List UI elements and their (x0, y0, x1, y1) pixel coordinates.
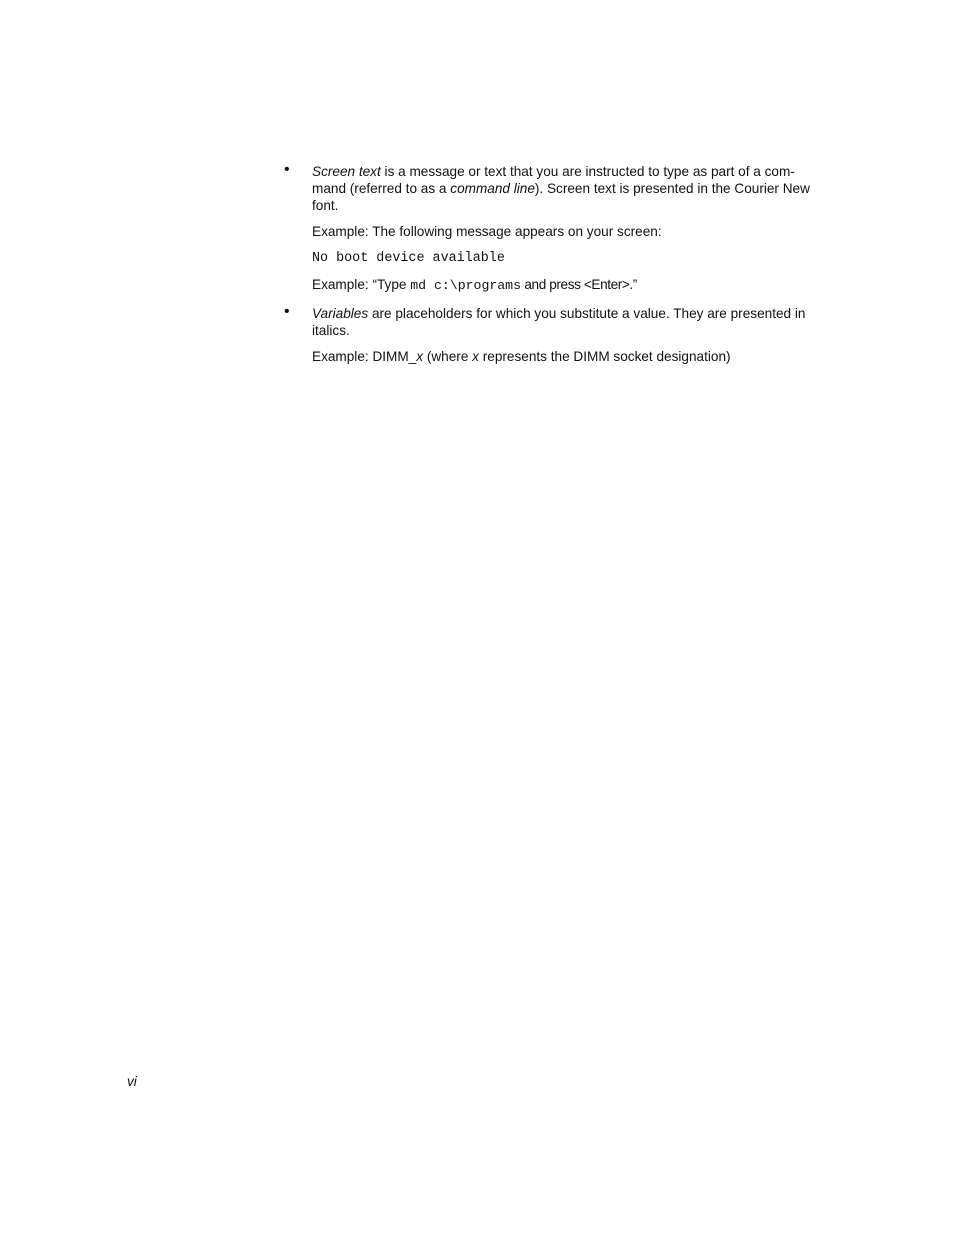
bullet-item-variables (284, 305, 824, 365)
variable-x-ref: x (472, 349, 479, 364)
variables-definition (312, 305, 824, 339)
example-variable-suffix: represents the DIMM socket designation) (478, 349, 731, 364)
example-command-suffix: and press <Enter>.” (521, 277, 637, 292)
screen-text-sample: No boot device available (312, 251, 505, 266)
definition-text: is a message or text that you are instructed to type as part of a com-mand (referred to as a (312, 164, 795, 196)
term-command-line: command line (450, 181, 535, 196)
bullet-mark: • (284, 161, 290, 178)
example-command (312, 276, 824, 294)
page-number: vi (127, 1074, 137, 1089)
example-command-prefix: Example: “Type (312, 277, 411, 292)
example-variable (312, 348, 824, 365)
term-screen-text: Screen text (312, 164, 381, 179)
example-variable-prefix: Example: DIMM_ (312, 349, 417, 364)
example-variable-mid: (where (423, 349, 473, 364)
command-code: md c:\programs (410, 278, 522, 293)
example-message: Example: The following message appears on your screen: (312, 224, 662, 239)
bullet-mark: • (284, 303, 290, 320)
bullet-item-screen-text (284, 163, 824, 294)
definition-text-cont: ). Screen text is presented in the Courier New font. (312, 181, 810, 213)
term-variables: Variables (312, 306, 369, 321)
variable-x: x (416, 349, 424, 364)
document-body (284, 163, 824, 365)
definition-text: are placeholders for which you substitute a value. They are presented in italics. (312, 306, 806, 338)
screen-text-definition (312, 163, 824, 214)
